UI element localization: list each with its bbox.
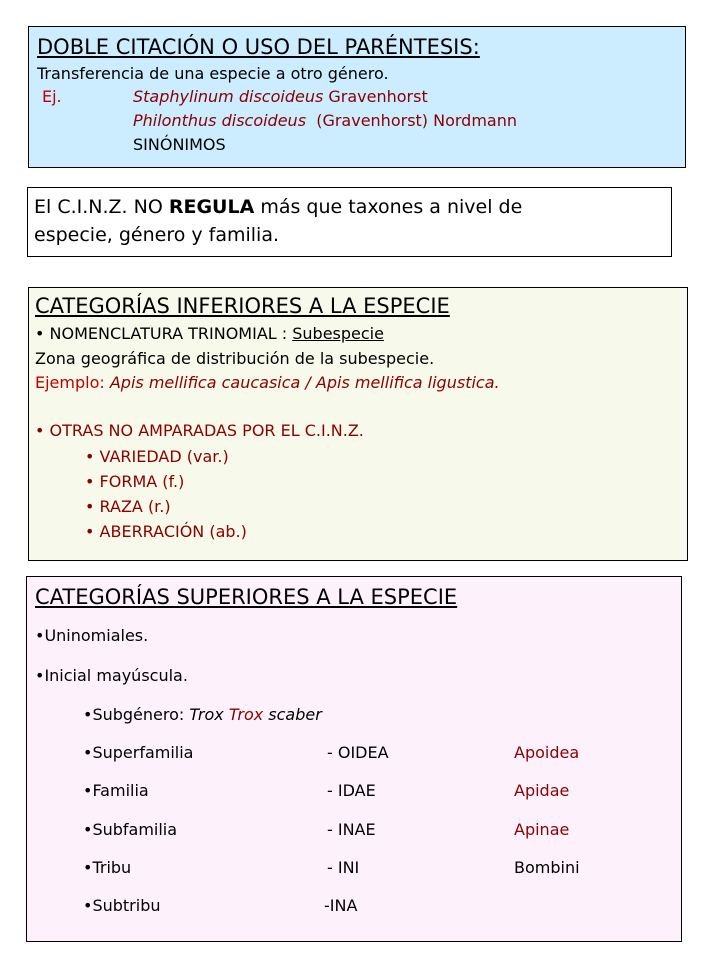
- subgenero-ex-2: Trox: [228, 705, 264, 724]
- lower-categories-title: CATEGORÍAS INFERIORES A LA ESPECIE: [35, 294, 450, 318]
- subgenero-ex-1: Trox: [189, 705, 229, 724]
- row-subfamilia-suffix: - INAE: [327, 820, 376, 839]
- row-tribu-example: Bombini: [514, 858, 580, 877]
- row-subtribu-name: •Subtribu: [83, 896, 161, 915]
- subgenero-item: [83, 705, 322, 724]
- item-label: FORMA (f.): [99, 472, 185, 491]
- example-label: Ejemplo:: [35, 373, 110, 392]
- bullet: •: [85, 472, 95, 491]
- example-label: Ej.: [42, 87, 62, 106]
- row-familia-example: Apidae: [514, 781, 570, 800]
- cinz-scope-line-2: especie, género y familia.: [34, 224, 280, 246]
- trinomial-term: Subespecie: [292, 324, 384, 343]
- row-subfamilia-example: Apinae: [514, 820, 570, 839]
- trinomial-label: NOMENCLATURA TRINOMIAL :: [49, 324, 293, 343]
- uninomiales-item: •Uninomiales.: [35, 626, 149, 645]
- cinz-scope-pre: El C.I.N.Z. NO: [34, 196, 169, 218]
- row-subfamilia-name: •Subfamilia: [83, 820, 178, 839]
- double-citation-title: DOBLE CITACIÓN O USO DEL PARÉNTESIS:: [37, 35, 480, 59]
- double-citation-box: [28, 26, 686, 168]
- upper-categories-title: CATEGORÍAS SUPERIORES A LA ESPECIE: [35, 585, 458, 609]
- example-line-1: [133, 87, 428, 106]
- species-author-1: Gravenhorst: [328, 87, 428, 106]
- bullet: •: [85, 522, 95, 541]
- item-label: VARIEDAD (var.): [99, 447, 229, 466]
- others-label: OTRAS NO AMPARADAS POR EL C.I.N.Z.: [49, 421, 364, 440]
- trinomial-line: [35, 324, 384, 343]
- subgenero-ex-3: scaber: [263, 705, 322, 724]
- list-item-raza: [85, 497, 171, 516]
- species-name-1: Staphylinum discoideus: [133, 87, 324, 106]
- item-label: ABERRACIÓN (ab.): [99, 522, 247, 541]
- transfer-description: Transferencia de una especie a otro género.: [37, 64, 389, 83]
- zone-description: Zona geográfica de distribución de la subespecie.: [35, 349, 435, 368]
- row-subtribu-suffix: -INA: [324, 896, 358, 915]
- others-line: [35, 421, 364, 440]
- row-familia-suffix: - IDAE: [327, 781, 376, 800]
- inicial-item: •Inicial mayúscula.: [35, 666, 188, 685]
- species-name-2: Philonthus discoideus: [133, 111, 307, 130]
- bullet: •: [35, 421, 45, 440]
- cinz-scope-box: [27, 187, 672, 257]
- example-line-2: [133, 111, 517, 130]
- subgenero-label: •Subgénero:: [83, 705, 190, 724]
- item-label: RAZA (r.): [99, 497, 171, 516]
- synonyms-label: SINÓNIMOS: [133, 135, 226, 154]
- list-item-aberracion: [85, 522, 247, 541]
- bullet: •: [35, 324, 45, 343]
- cinz-scope-regula: REGULA: [168, 196, 255, 218]
- bullet: •: [85, 497, 95, 516]
- list-item-variedad: [85, 447, 229, 466]
- row-superfamilia-suffix: - OIDEA: [327, 743, 389, 762]
- cinz-scope-line-1: [34, 196, 522, 218]
- example-text: Apis mellifica caucasica / Apis mellifica ligustica.: [109, 373, 500, 392]
- bullet: •: [85, 447, 95, 466]
- example-line: [35, 373, 500, 392]
- row-superfamilia-name: •Superfamilia: [83, 743, 194, 762]
- row-familia-name: •Familia: [83, 781, 149, 800]
- lower-categories-box: [28, 287, 688, 561]
- species-author-2: (Gravenhorst) Nordmann: [316, 111, 518, 130]
- row-superfamilia-example: Apoidea: [514, 743, 580, 762]
- list-item-forma: [85, 472, 184, 491]
- cinz-scope-post: más que taxones a nivel de: [254, 196, 523, 218]
- row-tribu-name: •Tribu: [83, 858, 132, 877]
- row-tribu-suffix: - INI: [327, 858, 360, 877]
- upper-categories-box: [26, 576, 682, 942]
